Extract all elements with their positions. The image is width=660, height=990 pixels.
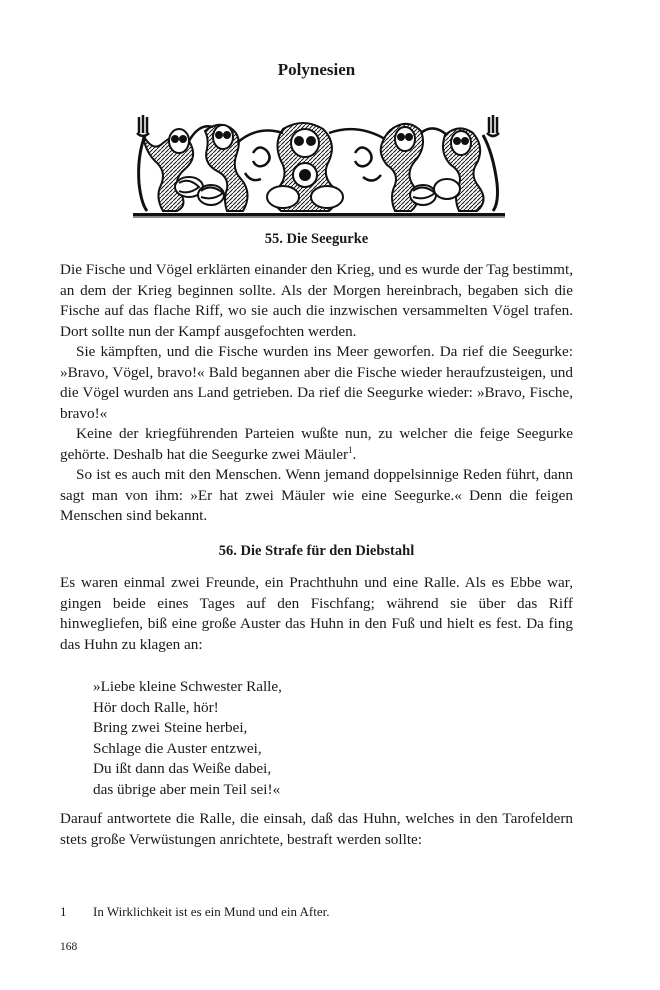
poem-line: »Liebe kleine Schwester Ralle, (93, 678, 282, 695)
poem-line: Bring zwei Steine herbei, (93, 719, 248, 736)
running-title: Polynesien (277, 60, 356, 79)
paragraph: Es waren einmal zwei Freunde, ein Prachthuhn und eine Ralle. Als es Ebbe war, gingen beide eines Tages auf den Fischfang; während sie über das Riff hinwegliefen, biß eine große Auster das Huhn in den Fuß und hielt es fest. Da fing das Huhn zu klagen an: (60, 574, 573, 653)
paragraph: Die Fische und Vögel erklärten einander den Krieg, und es wurde der Tag bestimmt, an dem der Krieg beginnen sollte. Als der Morgen hereinbrach, begaben sich die Fische auf das flache Riff, wo sie auch die inzwischen versammelten Vögel trafen. Dort sollte nun der Kampf ausgefochten werden. (60, 261, 573, 340)
story-56-continuation (60, 809, 573, 850)
paragraph (60, 424, 573, 465)
paragraph: So ist es auch mit den Menschen. Wenn jemand doppelsinnige Reden führt, dann sagt man von ihm: »Er hat zwei Mäuler wie eine Seegurke.« Denn die feigen Menschen sind bekannt. (60, 466, 573, 524)
story-55-text (60, 260, 573, 527)
footnote (60, 903, 573, 921)
story-56-intro (60, 573, 573, 655)
polynesian-carved-frieze-icon (133, 113, 505, 218)
poem-line: das übrige aber mein Teil sei!« (93, 780, 281, 798)
poem-line: Schlage die Auster entzwei, (93, 739, 262, 757)
paragraph-end: . (352, 445, 357, 463)
poem-line: Du ißt dann das Weiße dabei, (93, 760, 272, 777)
footnote-reference: 1 (348, 444, 353, 455)
paragraph: Darauf antwortete die Ralle, die einsah, daß das Huhn, welches in den Tarofeldern stets große Verwüstungen anrichtete, bestraft werden sollte: (60, 810, 573, 848)
footnote-number: 1 (60, 904, 67, 919)
page-number: 168 (60, 941, 78, 953)
paragraph: Sie kämpften, und die Fische wurden ins Meer geworfen. Da rief die Seegurke: »Bravo, Vögel, bravo!« Bald begannen aber die Fische wieder heraufzusteigen, und die Vögel wurden ans Land getrieben. Da rief die Seegurke wieder: »Bravo, Fische, bravo!« (60, 343, 573, 422)
poem-verse (93, 677, 563, 800)
story-55-heading: 55. Die Seegurke (264, 231, 369, 247)
story-56-heading: 56. Die Strafe für den Diebstahl (218, 543, 415, 559)
footnote-text: In Wirklichkeit ist es ein Mund und ein After. (93, 904, 330, 919)
poem-line: Hör doch Ralle, hör! (93, 698, 219, 716)
paragraph-text: Keine der kriegführenden Parteien wußte nun, zu welcher die feige Seegurke gehörte. Deshalb hat die Seegurke zwei Mäuler (60, 425, 573, 463)
